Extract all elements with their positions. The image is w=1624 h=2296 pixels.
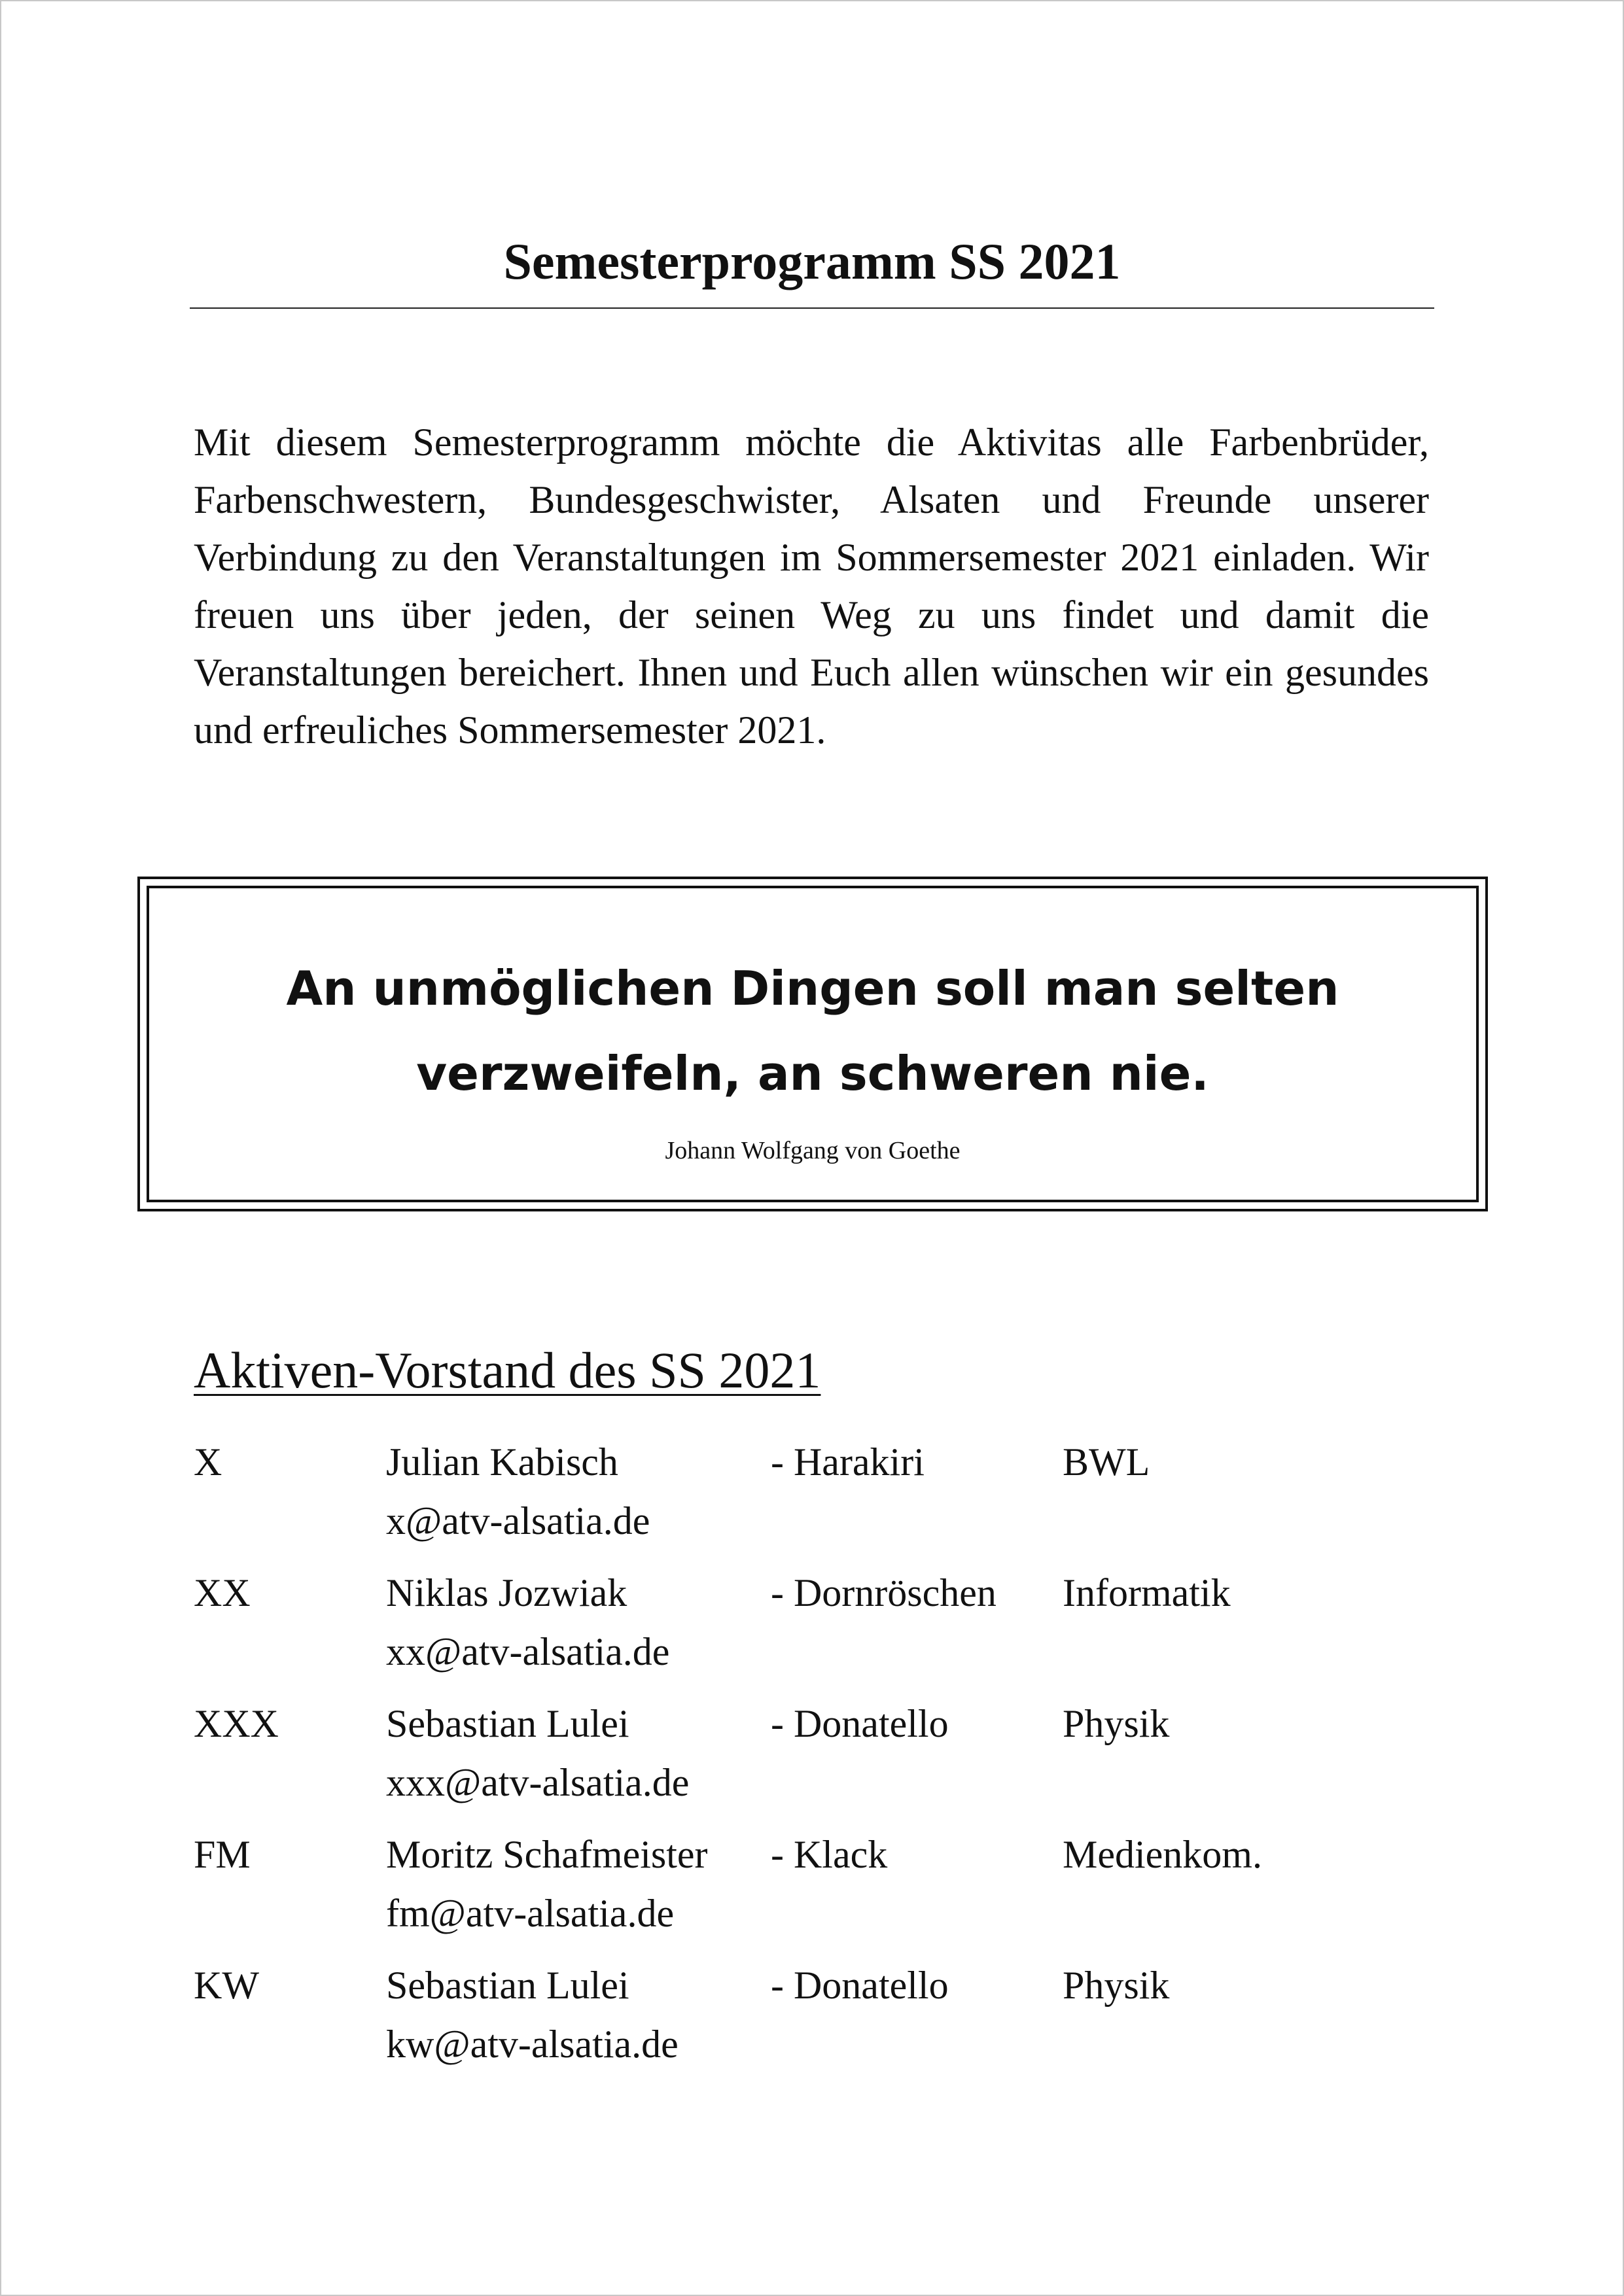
quote-author: Johann Wolfgang von Goethe: [665, 1137, 961, 1164]
board-row: [194, 1694, 1437, 1825]
member-nickname: - Donatello: [771, 1964, 949, 2007]
member-name: Niklas Jozwiak: [386, 1571, 627, 1614]
member-field: Physik: [1063, 1964, 1170, 2007]
quote-inner-frame: [147, 886, 1479, 1202]
intro-paragraph: Mit diesem Semesterprogramm möchte die Aktivitas alle Farbenbrüder, Farbenschwestern, Bundesgeschwister, Alsaten und Freunde unserer Verbindung zu den Veranstaltungen im Sommersemester 2021 einladen. Wir freuen uns über jeden, der seinen Weg zu uns findet und damit die Veranstaltungen bereichert. Ihnen und Euch allen wünschen wir ein gesundes und erfreuliches Sommersemester 2021.: [194, 421, 1429, 752]
board-row: [194, 1956, 1437, 2087]
member-role: FM: [194, 1833, 251, 1876]
board-row: [194, 1563, 1437, 1694]
member-email[interactable]: fm@atv-alsatia.de: [386, 1892, 675, 1935]
member-role: KW: [194, 1964, 259, 2007]
member-field: Medienkom.: [1063, 1833, 1262, 1876]
member-nickname: - Harakiri: [771, 1440, 925, 1484]
member-nickname: - Donatello: [771, 1702, 949, 1745]
member-field: Physik: [1063, 1702, 1170, 1745]
member-role: XX: [194, 1571, 251, 1614]
member-email[interactable]: xxx@atv-alsatia.de: [386, 1761, 690, 1804]
title-divider: [190, 307, 1434, 309]
member-nickname: - Dornröschen: [771, 1571, 997, 1614]
board-heading: Aktiven-Vorstand des SS 2021: [194, 1342, 821, 1399]
quote-text: [149, 946, 1476, 1116]
member-email[interactable]: x@atv-alsatia.de: [386, 1499, 650, 1542]
member-field: BWL: [1063, 1440, 1150, 1484]
member-role: XXX: [194, 1702, 279, 1745]
member-email[interactable]: xx@atv-alsatia.de: [386, 1630, 670, 1673]
member-nickname: - Klack: [771, 1833, 888, 1876]
member-role: X: [194, 1440, 222, 1484]
member-name: Sebastian Lulei: [386, 1702, 629, 1745]
board-row: [194, 1433, 1437, 1563]
quote-box: [137, 877, 1488, 1211]
member-name: Moritz Schafmeister: [386, 1833, 708, 1876]
quote-line-2: verzweifeln, an schweren nie.: [416, 1046, 1209, 1101]
member-email[interactable]: kw@atv-alsatia.de: [386, 2023, 679, 2066]
board-list: [194, 1433, 1437, 2087]
member-name: Sebastian Lulei: [386, 1964, 629, 2007]
page-title: Semesterprogramm SS 2021: [503, 233, 1121, 290]
member-field: Informatik: [1063, 1571, 1231, 1614]
board-row: [194, 1825, 1437, 1956]
member-name: Julian Kabisch: [386, 1440, 618, 1484]
quote-line-1: An unmöglichen Dingen soll man selten: [286, 961, 1339, 1016]
